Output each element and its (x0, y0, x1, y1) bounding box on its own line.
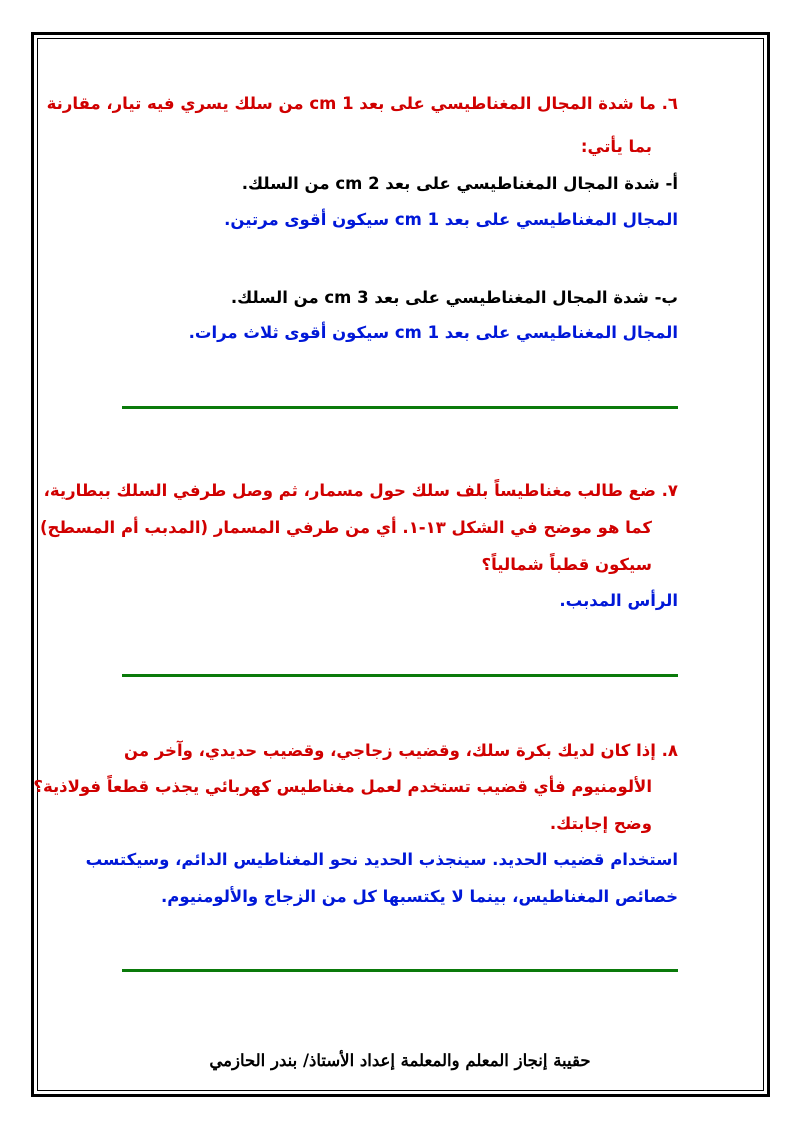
q6-question-line1: ٦. ما شدة المجال المغناطيسي على بعد 1 cm من سلك يسري فيه تيار، مقارنة (46, 94, 678, 113)
q6-question-line2: بما يأتي: (580, 137, 652, 156)
q7-question-line2: كما هو موضح في الشكل ١٣-١. أي من طرفي المسمار (المدبب أم المسطح) (39, 518, 652, 537)
section-divider-2 (122, 674, 678, 677)
q8-question-line1: ٨. إذا كان لديك بكرة سلك، وقضيب زجاجي، وقضيب حديدي، وآخر من (123, 741, 678, 760)
section-divider-3 (122, 969, 678, 972)
q8-answer-line1: استخدام قضيب الحديد. سينجذب الحديد نحو المغناطيس الدائم، وسيكتسب (85, 850, 678, 869)
q6-answer-a: المجال المغناطيسي على بعد 1 cm سيكون أقوى مرتين. (224, 210, 678, 229)
q7-answer: الرأس المدبب. (559, 591, 678, 610)
q7-question-line1: ٧. ضع طالب مغناطيساً بلف سلك حول مسمار، ثم وصل طرفي السلك ببطارية، (43, 481, 678, 500)
q6-answer-b: المجال المغناطيسي على بعد 1 cm سيكون أقوى ثلاث مرات. (188, 323, 678, 342)
q8-question-line3: وضح إجابتك. (549, 814, 652, 833)
page-border-inner (37, 38, 764, 1091)
section-divider-1 (122, 406, 678, 409)
q8-answer-line2: خصائص المغناطيس، بينما لا يكتسبها كل من الزجاج والألومنيوم. (161, 887, 678, 906)
q6-part-a: أ- شدة المجال المغناطيسي على بعد 2 cm من السلك. (241, 174, 678, 193)
page-footer: حقيبة إنجاز المعلم والمعلمة إعداد الأستاذ/ بندر الحازمي (209, 1051, 591, 1070)
q7-question-line3: سيكون قطباً شمالياً؟ (481, 555, 652, 574)
q6-part-b: ب- شدة المجال المغناطيسي على بعد 3 cm من السلك. (230, 288, 678, 307)
q8-question-line2: الألومنيوم فأي قضيب تستخدم لعمل مغناطيس كهربائي يجذب قطعاً فولاذية؟ (33, 777, 652, 796)
